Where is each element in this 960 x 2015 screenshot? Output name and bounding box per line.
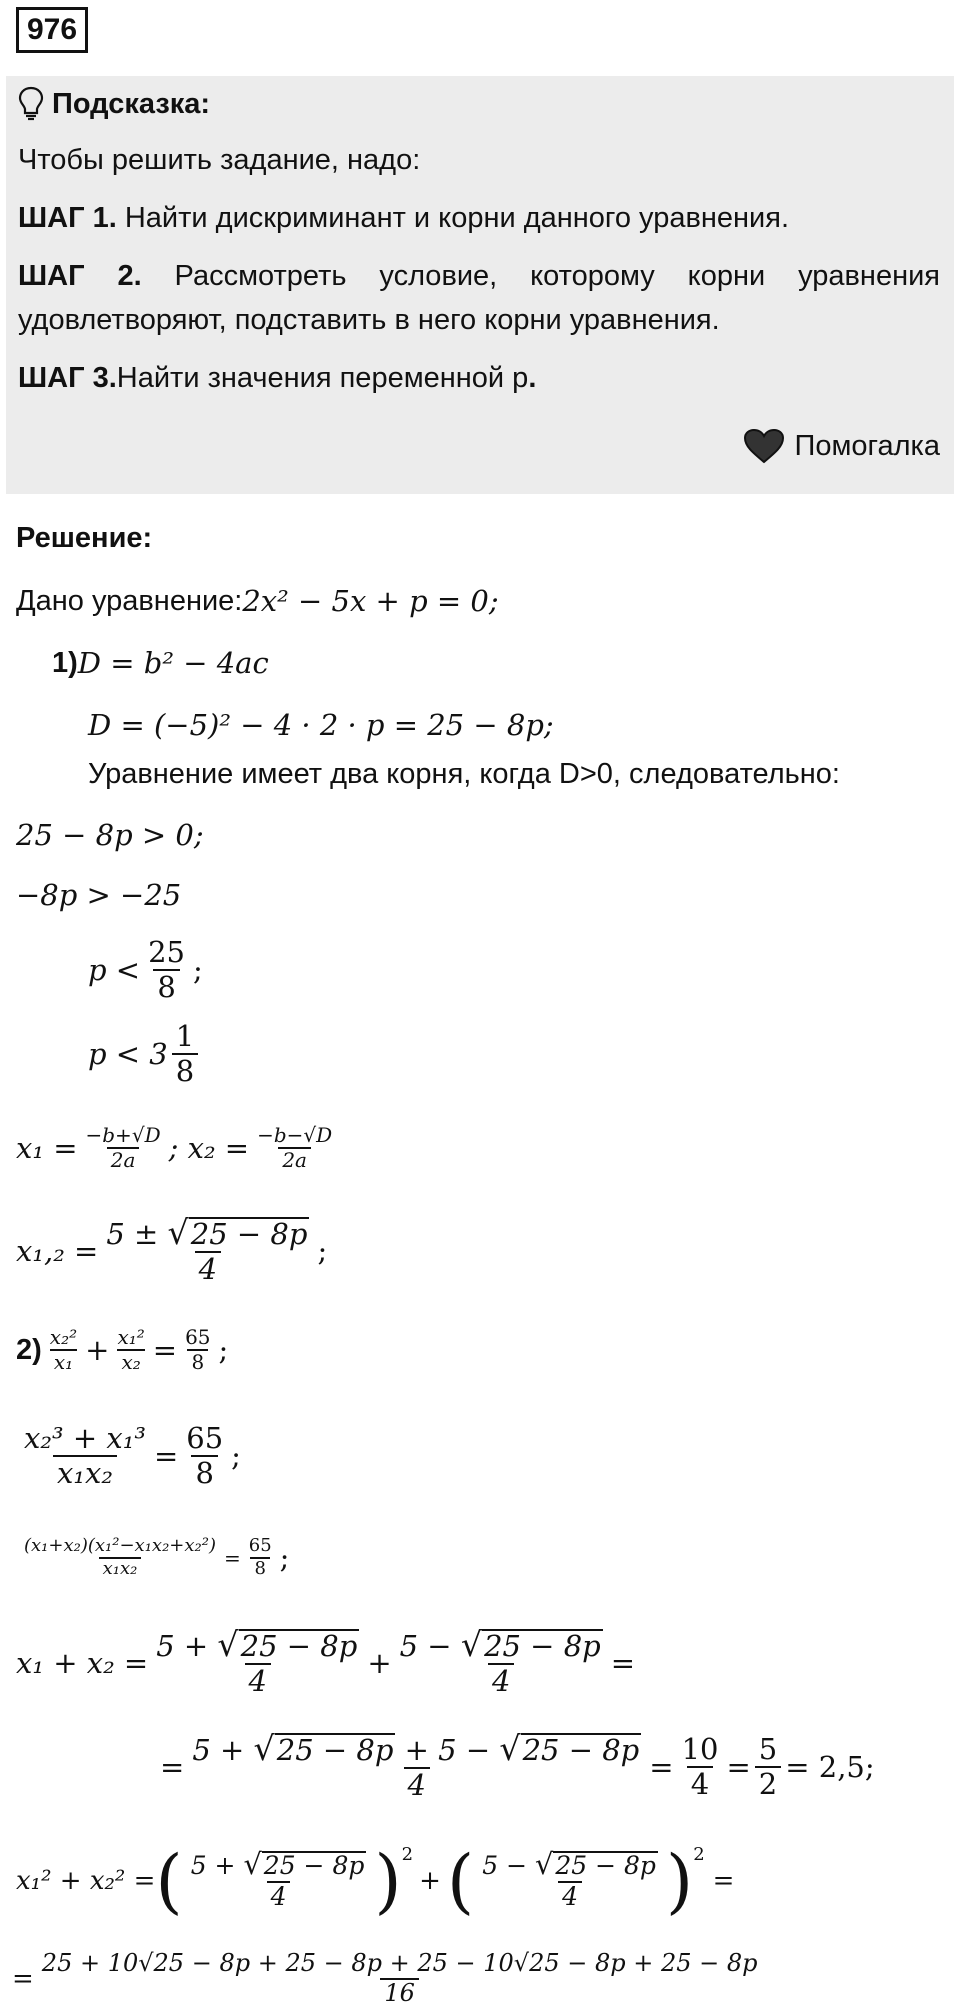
sqrt: √ 25 − 8p (167, 1213, 308, 1252)
given-equation: 2x² − 5x + p = 0; (242, 584, 499, 618)
helper-label: Помогалка (794, 429, 940, 462)
factored-equation: $\frac{\text{(x₁+x₂)(x₁²−x₁x₂+x₂²)}}{\text{x₁x₂}}$ = $\frac{65}{8}$ ; (16, 1536, 289, 1579)
bottom-line: = $\frac{25 + 10√25 - 8p + 25 - 8p + 25 - 10√25 - 8p + 25 - 8p}{16}$ (12, 1950, 766, 2007)
two-roots-text: Уравнение имеет два корня, когда D>0, следовательно: (88, 758, 840, 790)
sum-line-2: = 5 + √ 25 − 8p + 5 − √ 25 − 8p 4 = $\frac{10}{4}$ = $\frac{5}{2}$ = 2,5; (160, 1729, 875, 1803)
step-3-label: ШАГ 3. (18, 362, 117, 394)
fraction: 5 − √ 25 − 8p 4 (482, 1847, 656, 1911)
hint-step-3: ШАГ 3.Найти значения переменной р. (18, 362, 537, 394)
task-number: 976 (16, 7, 88, 53)
inequality-4: p < 3 $\frac{1}{8}$ (88, 1020, 202, 1089)
fraction: $\frac{\text{x₂²}}{\text{x₁}}$ (49, 1325, 78, 1374)
hint-title (18, 86, 210, 122)
fraction: $\frac{10}{4}$ (681, 1732, 719, 1802)
fraction: $\frac{\text{(x₁+x₂)(x₁²−x₁x₂+x₂²)}}{\text{x₁x₂}}$ (24, 1535, 216, 1579)
fraction: $\frac{25}{8}$ (148, 935, 185, 1005)
step-2-text: Рассмотреть условие, которому корни уравнения удовлетворяют, подставить в него корни уравнения. (18, 260, 940, 336)
hint-intro: Чтобы решить задание, надо: (18, 144, 421, 176)
solution-title: Решение: (16, 522, 153, 554)
discriminant-calc: D = (−5)² − 4 · 2 · p = 25 − 8p; (88, 708, 554, 742)
fraction: $\frac{-b-√D}{2a}$ (257, 1123, 333, 1172)
inequality-1: 25 − 8p > 0; (16, 818, 204, 852)
heart-icon (743, 428, 785, 464)
inequality-2: −8p > −25 (16, 878, 182, 912)
fraction: $\frac{65}{8}$ (186, 1421, 224, 1491)
given-line: Дано уравнение: 2x² − 5x + p = 0; (16, 584, 499, 618)
roots-12: x₁,₂ = 5 ± √ 25 − 8p 4 ; (16, 1213, 328, 1287)
roots-formula: x₁ = $\frac{-b+√D}{2a}$ ; x₂ = $\frac{-b-√D}{2a}$ (16, 1124, 340, 1172)
step-1-text: Найти дискриминант и корни данного уравнения. (116, 202, 790, 234)
cubes-equation: $\frac{\text{x₂³ + x₁³}}{\text{x₁x₂}}$ = $\frac{65}{8}$ ; (16, 1422, 241, 1491)
squares-line: x₁² + x₂² = ( 5 + √ 25 − 8p 4 ) 2 + ( 5 − √ 25 − 8p 4 ) 2 = (16, 1840, 735, 1922)
sqrt: √ 25 − 8p (253, 1729, 394, 1768)
hint-step-2 (18, 254, 940, 342)
sum-line-1: x₁ + x₂ = 5 + √ 25 − 8p 4 + 5 − √ 25 − 8p 4 = (16, 1625, 636, 1699)
fraction: 5 + √ 25 − 8p 4 (190, 1847, 365, 1911)
sqrt: √ 25 − 8p (499, 1729, 640, 1768)
fraction: $\frac{65}{8}$ (248, 1535, 272, 1579)
helper-link[interactable] (743, 428, 940, 464)
fraction: $\frac{-b+√D}{2a}$ (85, 1123, 161, 1172)
fraction: $\frac{\text{x₂³ + x₁³}}{\text{x₁x₂}}$ (24, 1421, 146, 1491)
fraction: $\frac{5}{2}$ (755, 1733, 781, 1802)
step-2-label: ШАГ 2. (18, 260, 142, 292)
sqrt: √ 25 − 8p (243, 1847, 365, 1882)
step-1-label: ШАГ 1. (18, 202, 117, 234)
fraction: 5 ± √ 25 − 8p 4 (106, 1213, 308, 1287)
discriminant-formula: 1) D = b² − 4ac (52, 646, 269, 680)
fraction: $\frac{\text{x₁²}}{\text{x₂}}$ (117, 1325, 145, 1374)
lightbulb-icon (18, 86, 44, 122)
hint-title-text: Подсказка: (52, 87, 211, 120)
inequality-3: p < $\frac{25}{8}$ ; (88, 935, 203, 1005)
fraction: 5 + √ 25 − 8p + 5 − √ 25 − 8p 4 (192, 1729, 640, 1803)
hint-step-1 (18, 196, 940, 240)
sqrt: √ 25 − 8p (460, 1625, 601, 1664)
sqrt: √ 25 − 8p (535, 1847, 656, 1882)
fraction: 5 + √ 25 − 8p 4 (156, 1625, 358, 1699)
fraction: $\frac{25 + 10√25 - 8p + 25 - 8p + 25 - 10√25 - 8p + 25 - 8p}{16}$ (41, 1949, 758, 2007)
condition: 2) $\frac{\text{x₂²}}{\text{x₁}}$ + $\frac{\text{x₁²}}{\text{x₂}}$ = $\frac{65}{8}$ ; (16, 1325, 229, 1374)
hint-panel (6, 76, 954, 494)
fraction: 5 − √ 25 − 8p 4 (399, 1625, 601, 1699)
sqrt: √ 25 − 8p (217, 1625, 358, 1664)
fraction: $\frac{1}{8}$ (172, 1020, 198, 1089)
step-3-text: Найти значения переменной р (116, 362, 529, 394)
fraction: $\frac{65}{8}$ (185, 1325, 211, 1374)
